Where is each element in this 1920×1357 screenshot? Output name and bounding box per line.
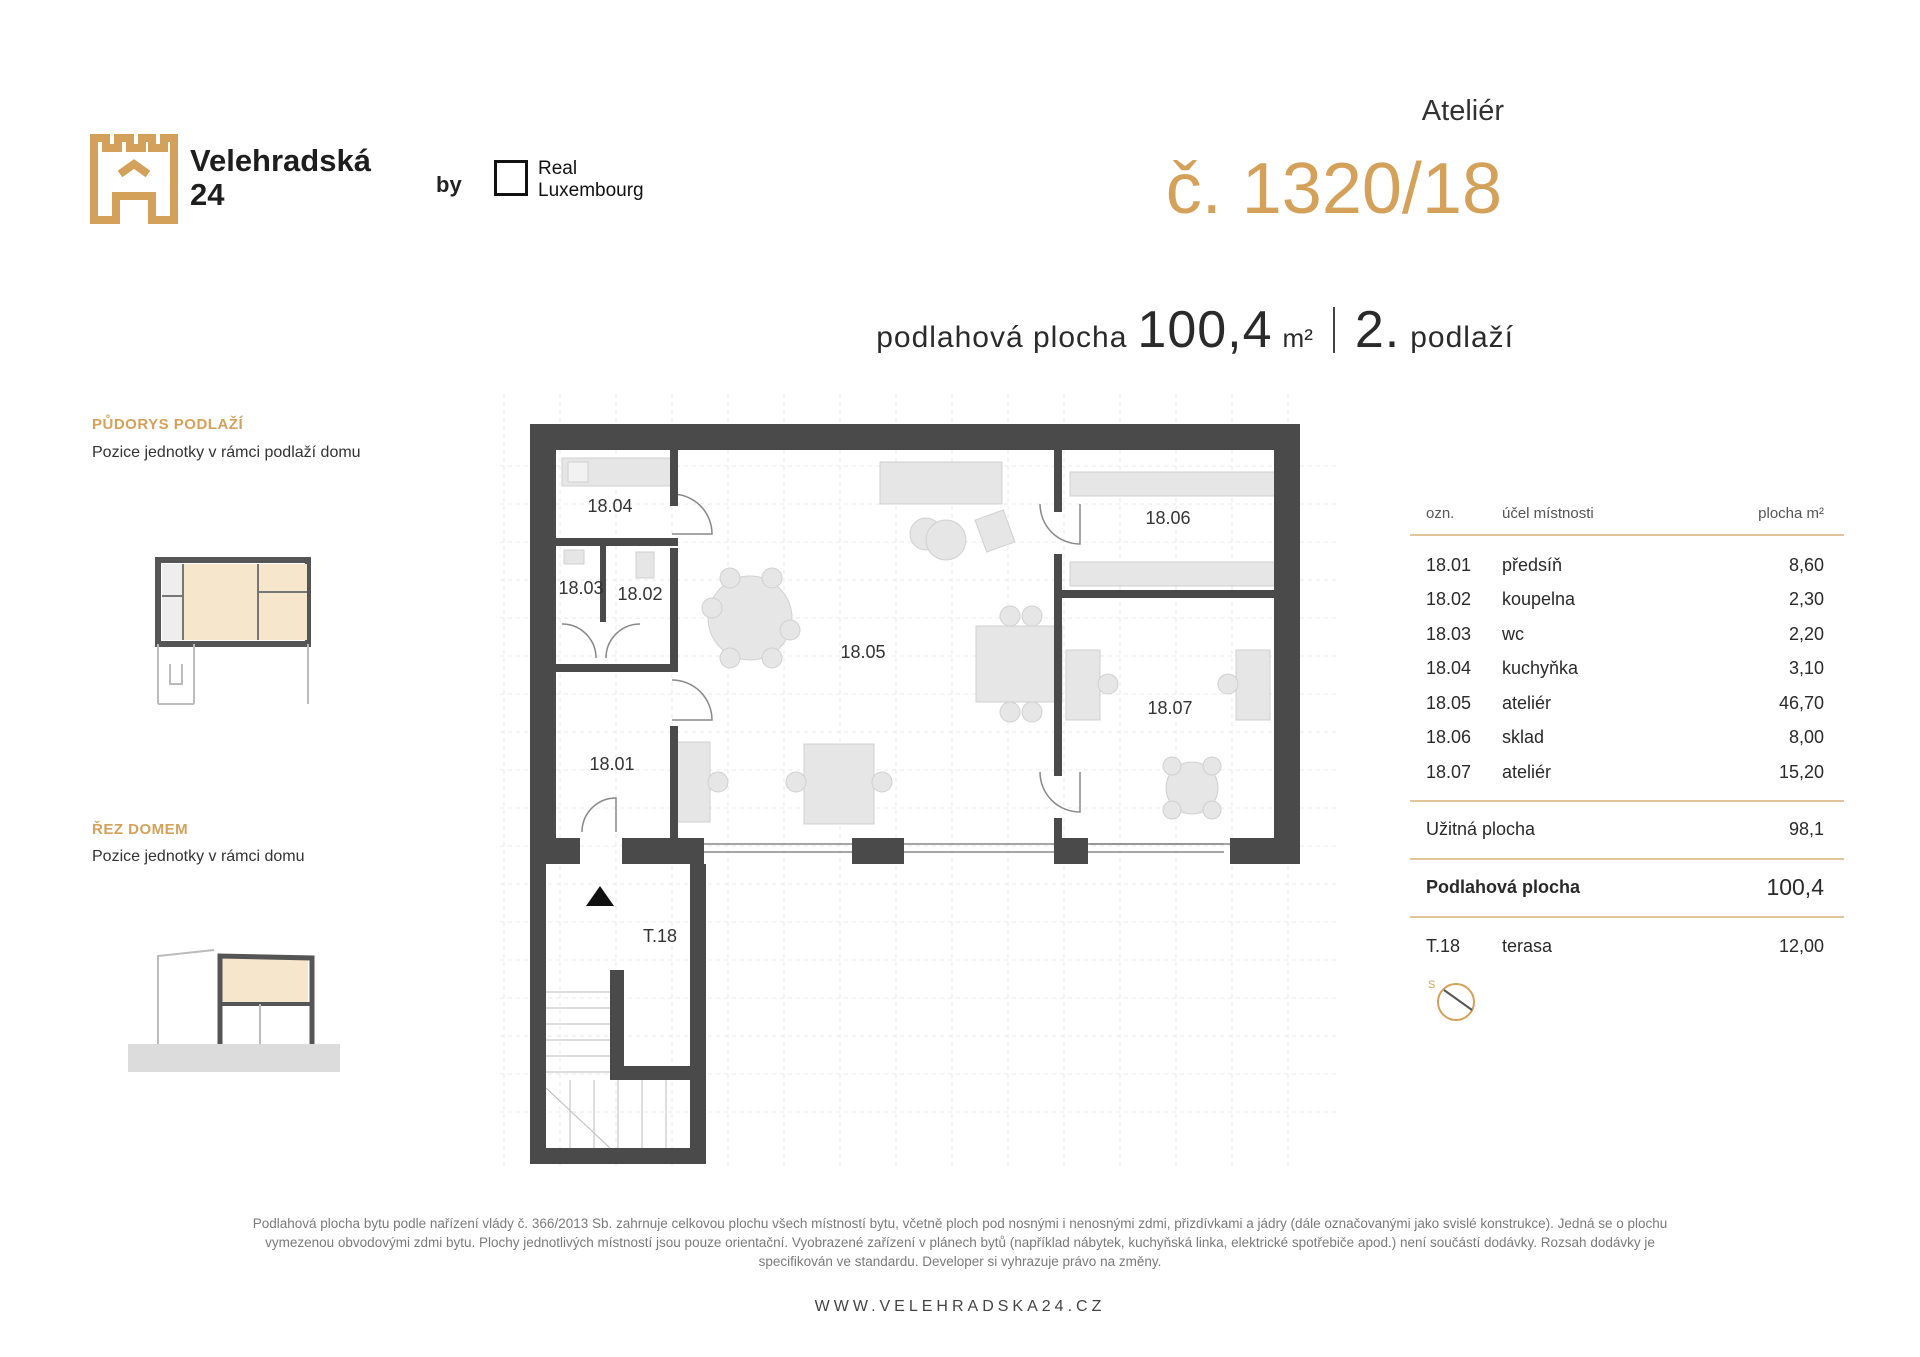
brand-line1: Velehradská bbox=[190, 143, 371, 178]
table-row bbox=[1410, 583, 1844, 618]
usable-area-row bbox=[1410, 802, 1844, 860]
room-label-18-02: 18.02 bbox=[617, 584, 663, 604]
floor-area-label: Podlahová plocha bbox=[1426, 877, 1581, 897]
row-area: 3,10 bbox=[1788, 658, 1824, 679]
area-unit: m² bbox=[1282, 323, 1313, 353]
col-purpose: účel místnosti bbox=[1502, 505, 1594, 522]
area-summary bbox=[876, 300, 1514, 360]
terrace-row bbox=[1410, 918, 1844, 976]
terrace-code: T.18 bbox=[1426, 936, 1461, 956]
row-area: 8,00 bbox=[1788, 727, 1824, 748]
row-code: 18.02 bbox=[1426, 589, 1472, 610]
disclaimer bbox=[100, 1214, 1820, 1271]
building-section-thumbnail bbox=[128, 948, 344, 1072]
col-area: plocha m² bbox=[1758, 505, 1824, 522]
floor-area-value: 100,4 bbox=[1766, 874, 1824, 900]
row-code: 18.07 bbox=[1426, 761, 1472, 782]
row-name: předsíň bbox=[1502, 554, 1563, 575]
usable-area-label: Užitná plocha bbox=[1426, 819, 1536, 839]
terrace-name: terasa bbox=[1502, 936, 1553, 956]
floor-area-row bbox=[1410, 860, 1844, 918]
row-area: 8,60 bbox=[1788, 554, 1824, 575]
room-label-18-03: 18.03 bbox=[558, 578, 604, 598]
floor-value: 2. bbox=[1354, 301, 1401, 359]
room-label-18-04: 18.04 bbox=[587, 496, 633, 516]
table-header bbox=[1410, 505, 1844, 536]
terrace-area: 12,00 bbox=[1778, 936, 1824, 956]
door-swings bbox=[562, 494, 1242, 852]
brand-name bbox=[190, 144, 371, 212]
partner-name bbox=[538, 158, 644, 202]
floor-plan-title: PŮDORYS PODLAŽÍ bbox=[92, 416, 244, 433]
section-title: ŘEZ DOMEM bbox=[92, 821, 189, 838]
entry-arrow-icon bbox=[586, 886, 614, 906]
row-code: 18.04 bbox=[1426, 658, 1472, 679]
unit-type: Ateliér bbox=[1421, 95, 1504, 127]
brand-line2: 24 bbox=[190, 177, 225, 212]
row-name: ateliér bbox=[1502, 692, 1552, 713]
room-label-18-01: 18.01 bbox=[589, 754, 635, 774]
room-label-18-06: 18.06 bbox=[1145, 508, 1191, 528]
row-name: wc bbox=[1502, 623, 1524, 644]
row-name: sklad bbox=[1502, 727, 1545, 748]
disclaimer-line-1: Podlahová plocha bytu podle nařízení vlády č. 366/2013 Sb. zahrnuje celkovou plochu všech místností bytu, včetně ploch pod nosnými i nenosnými zdmi, přizdívkami a jádry (dále označovanými jako svislé konstrukce). Jedná se o plochu bbox=[252, 1216, 1668, 1231]
disclaimer-line-3: specifikován ve standardu. Developer si vyhrazuje právo na změny. bbox=[758, 1254, 1162, 1269]
compass-icon bbox=[1424, 976, 1488, 1026]
table-row bbox=[1410, 686, 1844, 721]
floor-plan bbox=[500, 394, 1340, 1170]
row-name: kuchyňka bbox=[1502, 658, 1579, 679]
partner-line1: Real bbox=[538, 158, 578, 179]
table-rows bbox=[1410, 536, 1844, 802]
floor-position-thumbnail bbox=[150, 552, 320, 712]
area-value: 100,4 bbox=[1137, 301, 1273, 359]
row-code: 18.06 bbox=[1426, 727, 1472, 748]
area-label: podlahová plocha bbox=[876, 321, 1128, 354]
room-label-18-07: 18.07 bbox=[1147, 698, 1193, 718]
row-area: 2,20 bbox=[1788, 623, 1824, 644]
row-code: 18.03 bbox=[1426, 623, 1472, 644]
room-label-18-05: 18.05 bbox=[840, 642, 886, 662]
row-name: ateliér bbox=[1502, 761, 1552, 782]
room-label-t18: T.18 bbox=[642, 926, 678, 946]
floor-label: podlaží bbox=[1410, 321, 1514, 354]
section-subtitle: Pozice jednotky v rámci domu bbox=[92, 848, 305, 865]
table-row bbox=[1410, 617, 1844, 652]
compass-label: S bbox=[1428, 979, 1436, 991]
row-area: 46,70 bbox=[1778, 692, 1824, 713]
row-code: 18.01 bbox=[1426, 554, 1472, 575]
room-table bbox=[1410, 505, 1844, 976]
by-label: by bbox=[436, 172, 462, 197]
brand-logo-icon bbox=[90, 134, 178, 224]
website-link[interactable]: WWW.VELEHRADSKA24.CZ bbox=[814, 1298, 1106, 1315]
row-code: 18.05 bbox=[1426, 692, 1472, 713]
row-area: 2,30 bbox=[1788, 589, 1824, 610]
divider bbox=[1333, 307, 1335, 353]
table-row bbox=[1410, 755, 1844, 790]
table-row bbox=[1410, 721, 1844, 756]
partner-logo-icon bbox=[494, 160, 528, 196]
table-row bbox=[1410, 652, 1844, 687]
row-name: koupelna bbox=[1502, 589, 1576, 610]
usable-area-value: 98,1 bbox=[1788, 819, 1824, 839]
row-area: 15,20 bbox=[1778, 761, 1824, 782]
unit-number: č. 1320/18 bbox=[1165, 149, 1502, 229]
disclaimer-line-2: vymezenou obvodovými zdmi bytu. Plochy jednotlivých místností jsou pouze orientační. Vyobrazené zařízení v plánech bytů (například nábytek, kuchyňská linka, elektrické spotřebiče apod.) není součástí dodávky. Rozsah dodávky je bbox=[265, 1235, 1655, 1250]
partner-line2: Luxembourg bbox=[538, 180, 644, 201]
col-code: ozn. bbox=[1426, 505, 1455, 522]
table-row bbox=[1410, 548, 1844, 583]
floor-plan-subtitle: Pozice jednotky v rámci podlaží domu bbox=[92, 444, 361, 461]
